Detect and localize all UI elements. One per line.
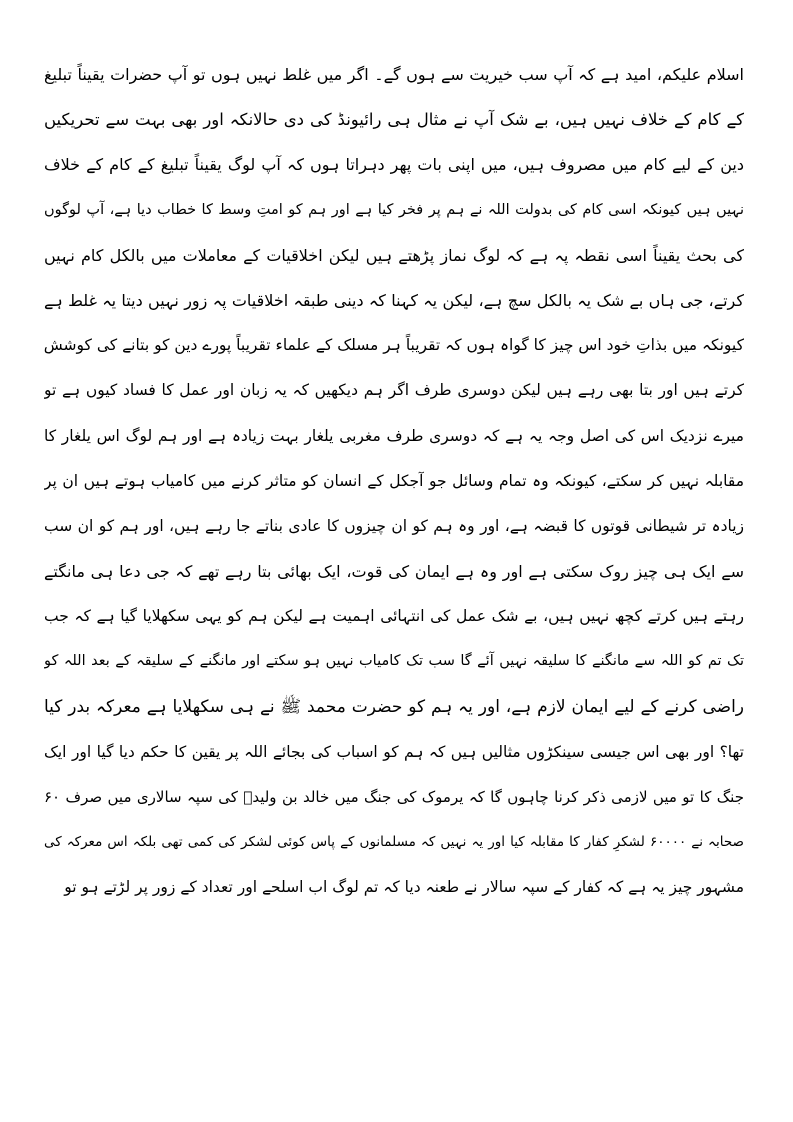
body-text [44,52,744,911]
text-line: اسلام علیکم، امید ہے کہ آپ سب خیریت سے ہوں گے۔ اگر میں غلط نہیں ہوں تو آپ حضرات یقیناً تبلیغ [44,65,744,84]
text-line: سے ایک ہی چیز روک سکتی ہے اور وہ ہے ایمان کی قوت، ایک بھائی بتا رہے تھے کہ جی دعا ہی مانگتے [44,562,744,582]
text-line: زیادہ تر شیطانی قوتوں کا قبضہ ہے، اور وہ ہم کو ان چیزوں کا عادی بناتے جا رہے ہیں، اور ہم کو ان سب [44,516,744,535]
text-line: کیونکہ میں بذاتِ خود اس چیز کا گواہ ہوں کہ تقریباً ہر مسلک کے علماء تقریباً پورے دین کو بتانے کی کوشش [44,336,744,355]
text-line: کے کام کے خلاف نہیں ہیں، بے شک آپ نے مثال ہی رائیونڈ کی دی حالانکہ اور بھی بہت سے تحریکیں [44,110,744,130]
text-line: جنگ کا تو میں لازمی ذکر کرنا چاہوں گا کہ یرموک کی جنگ میں خالد بن ولیدؓ کی سپہ سالاری میں صرف ۶۰ [44,788,744,806]
text-line: کرتے، جی ہاں بے شک یہ بالکل سچ ہے، لیکن یہ کہنا کہ دینی طبقہ اخلاقیات پہ زور نہیں دیتا یہ غلط ہے [44,290,744,310]
text-line: مشہور چیز یہ ہے کہ کفار کے سپہ سالار نے طعنہ دیا کہ تم لوگ اب اسلحے اور تعداد کے زور پر لڑتے ہو تو [64,878,744,897]
text-line: مقابلہ نہیں کر سکتے، کیونکہ وہ تمام وسائل جو آجکل کے انسان کو متاثر کرنے میں کامیاب ہوتے ہیں ان پر [44,471,744,490]
text-line: میرے نزدیک اس کی اصل وجہ یہ ہے کہ دوسری طرف مغربی یلغار بہت زیادہ ہے اور ہم لوگ اس یلغار کا [44,426,744,445]
text-line: دین کے لیے کام میں مصروف ہیں، میں اپنی بات پھر دہراتا ہوں کہ آپ لوگ یقیناً تبلیغ کے کام کے خلاف [44,155,744,175]
text-line: کی بحث یقیناً اسی نقطہ پہ ہے کہ لوگ نماز پڑھتے ہیں لیکن اخلاقیات کے معاملات میں بالکل کام نہیں [44,245,744,265]
text-line: رہتے ہیں کرتے کچھ نہیں ہیں، بے شک عمل کی انتہائی اہمیت ہے لیکن ہم کو یہی سکھلایا گیا ہے کہ جب [44,607,744,626]
text-line: صحابہ نے ۶۰۰۰۰ لشکرِ کفار کا مقابلہ کیا اور یہ نہیں کہ مسلمانوں کے پاس کوئی لشکر کی کمی تھی بلکہ اس معرکہ کی [44,834,744,851]
text-line: راضی کرنے کے لیے ایمان لازم ہے، اور یہ ہم کو حضرت محمد ﷺ نے ہی سکھلایا ہے معرکہ بدر کیا [44,696,744,717]
text-line: تھا؟ اور بھی اس جیسی سینکڑوں مثالیں ہیں کہ ہم کو اسباب کی بجائے اللہ پر یقین کا حکم دیا گیا اور ایک [44,742,744,761]
text-line: نہیں ہیں کیونکہ اسی کام کی بدولت اللہ نے ہم پر فخر کیا ہے اور ہم کو امتِ وسط کا خطاب دیا ہے، آپ لوگوں [44,201,744,218]
text-line: تک تم کو اللہ سے مانگنے کا سلیقہ نہیں آئے گا سب تک کامیاب نہیں ہو سکتے اور مانگنے کے سلیقہ کے بعد اللہ کو [44,653,744,670]
text-line: کرتے ہیں اور بتا بھی رہے ہیں لیکن دوسری طرف اگر ہم دیکھیں کہ یہ زبان اور عمل کا فساد کیوں ہے تو [44,381,744,400]
